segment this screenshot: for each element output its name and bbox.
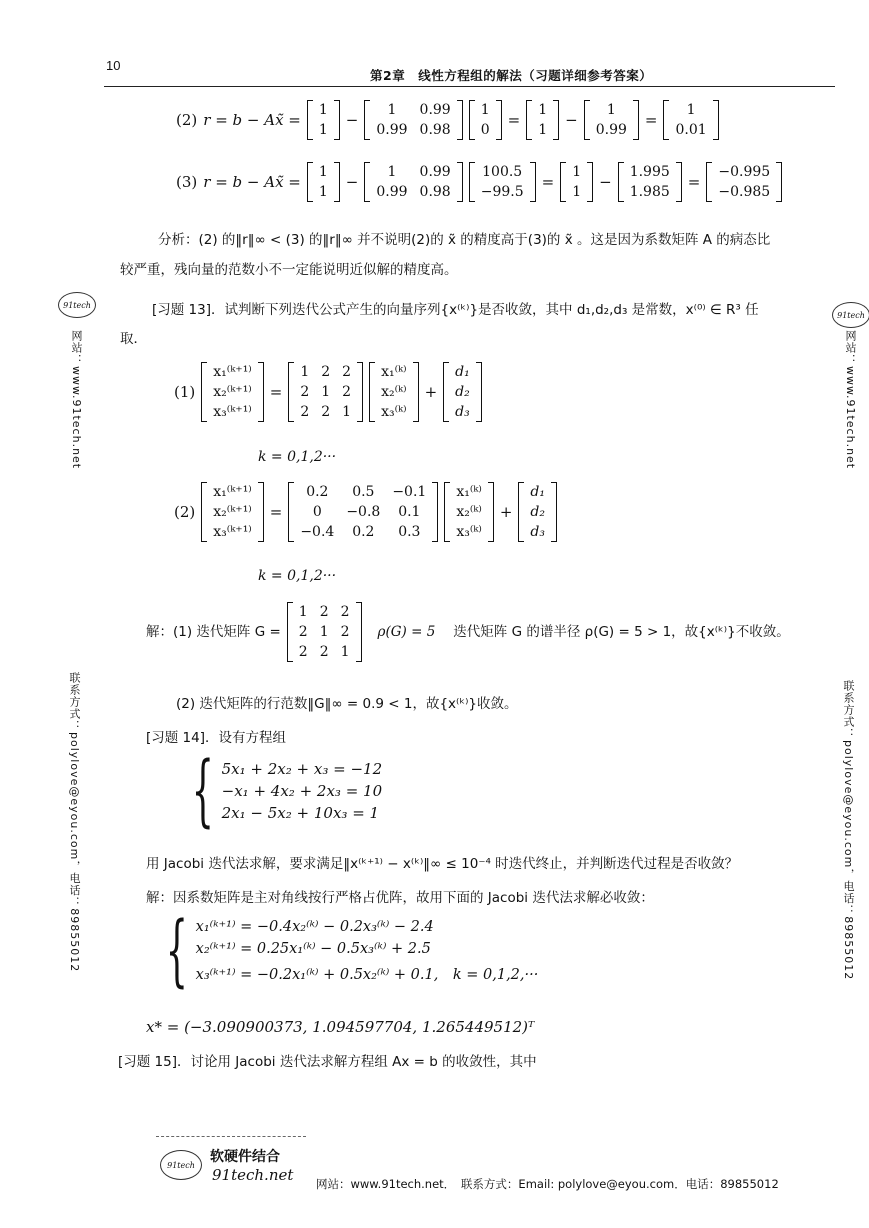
solution-prefix: 解：(1) 迭代矩阵 G =	[146, 624, 281, 641]
exercise-13-title-cont: 取．	[120, 331, 147, 347]
ones-vector: 1 1	[560, 162, 593, 202]
residual-vector: −0.995 −0.985	[706, 162, 782, 202]
exercise-14-answer: x* = (−3.090900373, 1.094597704, 1.265449512)ᵀ	[146, 1018, 535, 1036]
iteration-matrix-g: 1 2 2 2 1 2 2 2 1	[287, 602, 362, 662]
footer-logo-cn: 软硬件结合	[210, 1149, 280, 1165]
product-vector: 1.995 1.985	[618, 162, 682, 202]
right-sidebar-contact: 联系方式：polylove@eyou.com，电话：89855012	[842, 680, 855, 981]
footer-logo-en: 91tech.net	[212, 1166, 294, 1184]
residual-lhs: r = b − Ax̃ =	[203, 173, 301, 192]
iteration-matrix-1: 1 2 2 2 1 2 2 2 1	[288, 362, 363, 422]
residual-line-3: (3) r = b − Ax̃ = 1 1 − 1 0.99 0.99 0.98 100.5 −99.5 = 1 1 − 1.995 1.985 = −0.995 −0.985	[176, 162, 782, 202]
solution-13-1	[146, 602, 790, 662]
watermark-logo: 91tech	[58, 292, 96, 318]
analysis-line-1: 分析：(2) 的‖r‖∞ < (3) 的‖r‖∞ 并不说明(2)的 x̃ 的精度高于(3)的 x̃ 。这是因为系数矩阵 A 的病态比	[158, 232, 771, 248]
jacobi-equation: x₃⁽ᵏ⁺¹⁾ = −0.2x₁⁽ᵏ⁾ + 0.5x₂⁽ᵏ⁾ + 0.1, k = 0,1,2,···	[195, 966, 539, 983]
exercise-14-question: 用 Jacobi 迭代法求解，要求满足‖x⁽ᵏ⁺¹⁾ − x⁽ᵏ⁾‖∞ ≤ 10⁻⁴ 时迭代终止，并判断迭代过程是否收敛？	[146, 856, 739, 872]
spectral-radius: ρ(G) = 5	[377, 624, 436, 641]
k-range-1: k = 0,1,2···	[258, 449, 337, 465]
solution-13-2: (2) 迭代矩阵的行范数‖G‖∞ = 0.9 < 1，故{x⁽ᵏ⁾}收敛。	[176, 696, 518, 712]
item-label: (3)	[176, 173, 198, 192]
exercise-15-title: [习题 15]．讨论用 Jacobi 迭代法求解方程组 Ax = b 的收敛性，其中	[118, 1054, 537, 1070]
equation: −x₁ + 4x₂ + 2x₃ = 10	[221, 782, 383, 800]
left-brace: {	[191, 746, 214, 836]
footer-contact: 网站：www.91tech.net． 联系方式：Email: polylove@eyou.com．电话：89855012	[316, 1177, 779, 1191]
footer-dash	[156, 1136, 306, 1137]
left-sidebar-website: 网站：www.91tech.net	[70, 330, 83, 470]
current-iterate-vector: x₁⁽ᵏ⁾ x₂⁽ᵏ⁾ x₃⁽ᵏ⁾	[444, 482, 494, 542]
jacobi-equation: x₁⁽ᵏ⁺¹⁾ = −0.4x₂⁽ᵏ⁾ − 0.2x₃⁽ᵏ⁾ − 2.4	[195, 918, 434, 935]
exercise-13-title: [习题 13]．试判断下列迭代公式产生的向量序列{x⁽ᵏ⁾}是否收敛，其中 d₁,d₂,d₃ 是常数，x⁽⁰⁾ ∈ R³ 任	[152, 302, 759, 318]
residual-line-2: (2) r = b − Ax̃ = 1 1 − 1 0.99 0.99 0.98 1 0 = 1 1 − 1 0.99 = 1 0.01	[176, 100, 719, 140]
coefficient-matrix: 1 0.99 0.99 0.98	[364, 100, 462, 140]
item-label: (2)	[174, 503, 196, 522]
item-label: (1)	[174, 383, 196, 402]
ones-vector: 1 1	[307, 162, 340, 202]
constant-vector: d₁ d₂ d₃	[518, 482, 557, 542]
k-range-2: k = 0,1,2···	[258, 568, 337, 584]
left-sidebar-contact: 联系方式：polylove@eyou.com，电话：89855012	[68, 672, 81, 973]
header-rule	[104, 86, 835, 87]
next-iterate-vector: x₁⁽ᵏ⁺¹⁾ x₂⁽ᵏ⁺¹⁾ x₃⁽ᵏ⁺¹⁾	[201, 482, 264, 542]
iteration-formula-2: (2) x₁⁽ᵏ⁺¹⁾ x₂⁽ᵏ⁺¹⁾ x₃⁽ᵏ⁺¹⁾ = 0.2 0.5 −0.1 0 −0.8 0.1 −0.4 0.2 0.3 x₁⁽ᵏ⁾ x₂⁽ᵏ⁾ x₃⁽ᵏ⁾ + d₁ d₂ d₃	[174, 482, 557, 542]
jacobi-iteration	[152, 906, 539, 996]
coefficient-matrix: 1 0.99 0.99 0.98	[364, 162, 462, 202]
watermark-logo: 91tech	[832, 302, 869, 328]
jacobi-equation: x₂⁽ᵏ⁺¹⁾ = 0.25x₁⁽ᵏ⁾ − 0.5x₃⁽ᵏ⁾ + 2.5	[195, 940, 431, 957]
right-sidebar-website: 网站：www.91tech.net	[844, 330, 857, 470]
exercise-14-solution-intro: 解：因系数矩阵是主对角线按行严格占优阵，故用下面的 Jacobi 迭代法求解必收敛：	[146, 890, 654, 906]
equation-system	[178, 746, 383, 836]
constant-vector: d₁ d₂ d₃	[443, 362, 482, 422]
analysis-line-2: 较严重，残向量的范数小不一定能说明近似解的精度高。	[120, 262, 458, 278]
current-iterate-vector: x₁⁽ᵏ⁾ x₂⁽ᵏ⁾ x₃⁽ᵏ⁾	[369, 362, 419, 422]
approx-solution-vector: 100.5 −99.5	[469, 162, 536, 202]
next-iterate-vector: x₁⁽ᵏ⁺¹⁾ x₂⁽ᵏ⁺¹⁾ x₃⁽ᵏ⁺¹⁾	[201, 362, 264, 422]
residual-lhs: r = b − Ax̃ =	[203, 111, 301, 130]
iteration-matrix-2: 0.2 0.5 −0.1 0 −0.8 0.1 −0.4 0.2 0.3	[288, 482, 438, 542]
residual-vector: 1 0.01	[663, 100, 718, 140]
page-number: 10	[106, 58, 121, 73]
left-brace: {	[165, 906, 188, 996]
footer-logo: 91tech	[160, 1150, 202, 1180]
ones-vector: 1 1	[307, 100, 340, 140]
item-label: (2)	[176, 111, 198, 130]
ones-vector: 1 1	[526, 100, 559, 140]
iteration-formula-1: (1) x₁⁽ᵏ⁺¹⁾ x₂⁽ᵏ⁺¹⁾ x₃⁽ᵏ⁺¹⁾ = 1 2 2 2 1 2 2 2 1 x₁⁽ᵏ⁾ x₂⁽ᵏ⁾ x₃⁽ᵏ⁾ + d₁ d₂ d₃	[174, 362, 482, 422]
equation: 5x₁ + 2x₂ + x₃ = −12	[221, 760, 383, 778]
product-vector: 1 0.99	[584, 100, 639, 140]
chapter-title: 第2章 线性方程组的解法（习题详细参考答案）	[370, 68, 653, 83]
approx-solution-vector: 1 0	[469, 100, 502, 140]
equation: 2x₁ − 5x₂ + 10x₃ = 1	[221, 804, 380, 822]
exercise-14-title: [习题 14]．设有方程组	[146, 730, 287, 746]
solution-conclusion: 迭代矩阵 G 的谱半径 ρ(G) = 5 > 1，故{x⁽ᵏ⁾}不收敛。	[453, 624, 790, 641]
